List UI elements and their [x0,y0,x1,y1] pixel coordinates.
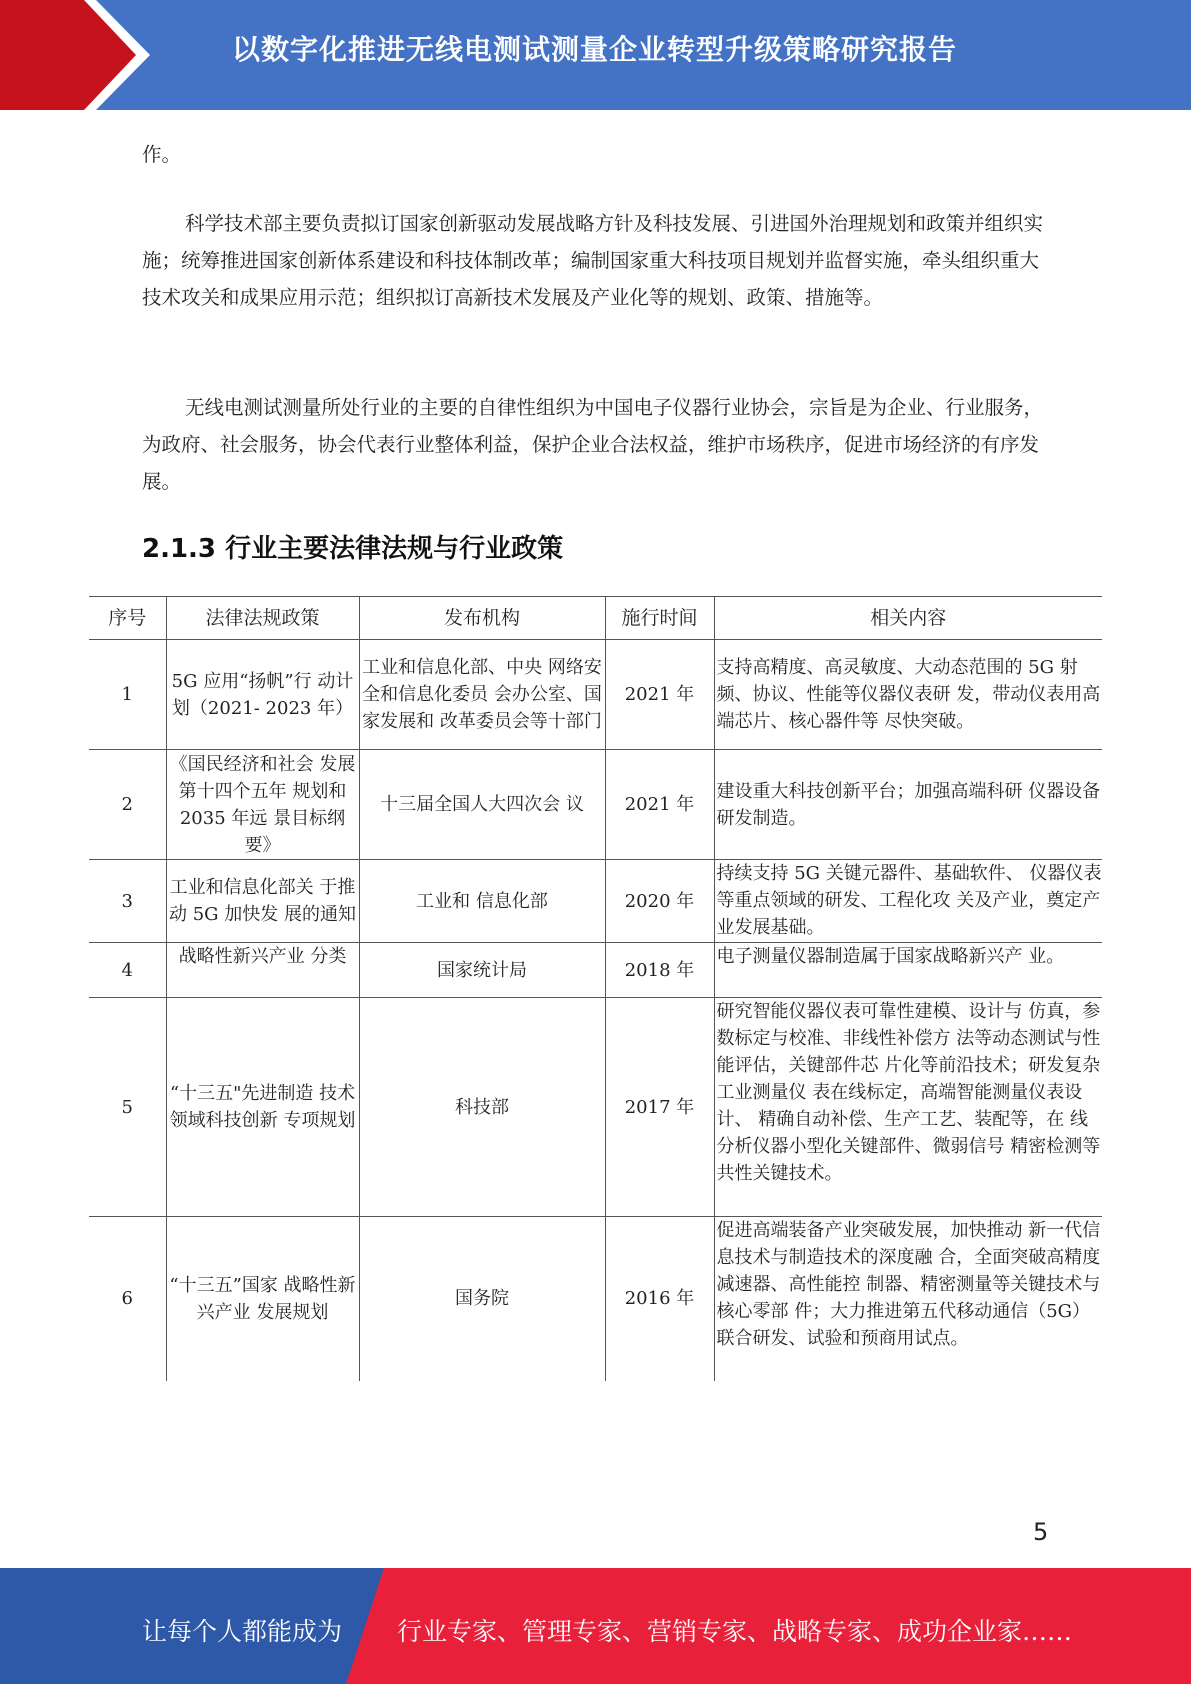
table-row [89,640,1102,750]
paragraph-ministry-duties: 科学技术部主要负责拟订国家创新驱动发展战略方针及科技发展、引进国外治理规划和政策并组织实施；统筹推进国家创新体系建设和科技体制改革；编制国家重大科技项目规划并监督实施，牵头组织重大技术攻关和成果应用示范；组织拟订高新技术发展及产业化等的规划、政策、措施等。 [142,212,1044,309]
cell-org: 十三届全国人大四次会 议 [359,750,605,860]
cell-content: 研究智能仪器仪表可靠性建模、设计与 仿真，参数标定与校准、非线性补偿方 法等动态测试与性能评估，关键部件芯 片化等前沿技术；研发复杂工业测量仪 表在线标定，高端智能测量仪表设计、 精确自动补偿、生产工艺、装配等，在 线分析仪器小型化关键部件、微弱信号 精密检测等共性关键技术。 [714,998,1102,1217]
cell-no: 5 [89,998,166,1217]
table-row [89,1217,1102,1381]
cell-policy: “十三五”国家 战略性新兴产业 发展规划 [166,1217,359,1381]
cell-no: 2 [89,750,166,860]
cell-org: 国家统计局 [359,943,605,998]
header-content: 相关内容 [714,597,1102,640]
cell-org: 工业和信息化部、中央 网络安全和信息化委员 会办公室、国家发展和 改革委员会等十部门 [359,640,605,750]
cell-content: 支持高精度、高灵敏度、大动态范围的 5G 射频、协议、性能等仪器仪表研 发，带动仪表用高端芯片、核心器件等 尽快突破。 [714,640,1102,750]
cell-no: 4 [89,943,166,998]
header-org: 发布机构 [359,597,605,640]
cell-org: 工业和 信息化部 [359,860,605,943]
paragraph-continuation: 作。 [142,143,182,166]
cell-date: 2017 年 [605,998,714,1217]
page-number: 5 [1033,1518,1049,1546]
cell-content: 持续支持 5G 关键元器件、基础软件、 仪器仪表等重点领域的研发、工程化攻 关及产业，奠定产业发展基础。 [714,860,1102,943]
header-title: 以数字化推进无线电测试测量企业转型升级策略研究报告 [232,33,958,66]
page-header [0,0,1191,110]
cell-date: 2020 年 [605,860,714,943]
cell-policy: 工业和信息化部关 于推动 5G 加快发 展的通知 [166,860,359,943]
table-row [89,750,1102,860]
table-header-row [89,597,1102,640]
cell-org: 科技部 [359,998,605,1217]
header-date: 施行时间 [605,597,714,640]
table-row [89,860,1102,943]
cell-policy: 战略性新兴产业 分类 [166,943,359,998]
cell-policy: 5G 应用“扬帆”行 动计划（2021- 2023 年） [166,640,359,750]
paragraph-industry-association: 无线电测试测量所处行业的主要的自律性组织为中国电子仪器行业协会，宗旨是为企业、行业服务，为政府、社会服务，协会代表行业整体利益，保护企业合法权益，维护市场秩序，促进市场经济的有序发展。 [142,396,1044,493]
cell-content: 促进高端装备产业突破发展，加快推动 新一代信息技术与制造技术的深度融 合，全面突破高精度减速器、高性能控 制器、精密测量等关键技术与核心零部 件；大力推进第五代移动通信（5G） 联合研发、试验和预商用试点。 [714,1217,1102,1381]
header-chevron-graphic [0,0,160,110]
cell-content: 建设重大科技创新平台；加强高端科研 仪器设备研发制造。 [714,750,1102,860]
cell-org: 国务院 [359,1217,605,1381]
cell-no: 6 [89,1217,166,1381]
header-no: 序号 [89,597,166,640]
footer-slogan-right: 行业专家、管理专家、营销专家、战略专家、成功企业家…… [397,1617,1073,1646]
cell-date: 2021 年 [605,640,714,750]
cell-policy: 《国民经济和社会 发展第十四个五年 规划和 2035 年远 景目标纲要》 [166,750,359,860]
cell-date: 2021 年 [605,750,714,860]
cell-date: 2016 年 [605,1217,714,1381]
section-heading: 2.1.3 行业主要法律法规与行业政策 [142,534,564,564]
table-row [89,943,1102,998]
footer-slogan-left: 让每个人都能成为 [142,1617,343,1646]
policy-table [89,596,1102,1381]
cell-no: 3 [89,860,166,943]
cell-date: 2018 年 [605,943,714,998]
table-row [89,998,1102,1217]
cell-policy: “十三五"先进制造 技术领域科技创新 专项规划 [166,998,359,1217]
cell-content: 电子测量仪器制造属于国家战略新兴产 业。 [714,943,1102,998]
cell-no: 1 [89,640,166,750]
header-policy: 法律法规政策 [166,597,359,640]
